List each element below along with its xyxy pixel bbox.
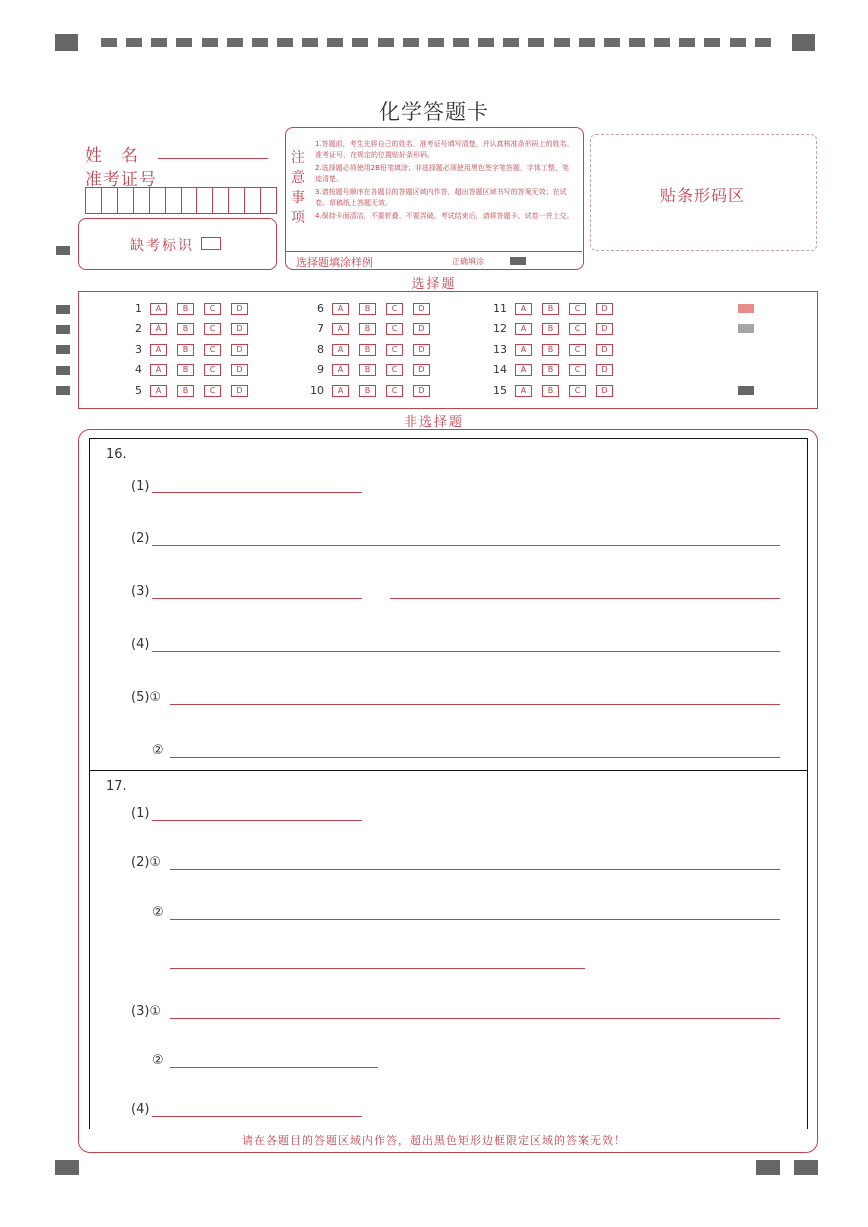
mc-option-bubble[interactable]: A — [515, 323, 532, 335]
mc-question-row — [120, 322, 258, 335]
mc-option-bubble[interactable]: D — [596, 323, 613, 335]
q17-part-3b-line[interactable] — [170, 1067, 378, 1068]
mc-option-bubble[interactable]: C — [569, 364, 586, 376]
notice-item: 2.选择题必须使用2B铅笔填涂；非选择题必须使用黑色签字笔答题，字体工整、笔迹清楚。 — [315, 164, 569, 183]
mc-question-number: 1 — [135, 302, 142, 315]
mc-question-row — [302, 322, 440, 335]
q17-part-4-line[interactable] — [152, 1116, 362, 1117]
mc-option-bubble[interactable]: C — [569, 385, 586, 397]
corner-mark-bottom-left — [55, 1160, 79, 1175]
mc-question-row — [120, 363, 258, 376]
mc-option-bubble[interactable]: B — [359, 364, 376, 376]
name-field[interactable] — [158, 158, 268, 159]
mc-option-bubble[interactable]: A — [150, 303, 167, 315]
mc-question-number: 3 — [135, 343, 142, 356]
side-mark — [738, 386, 754, 395]
corner-mark-top-left — [55, 34, 78, 51]
mc-option-bubble[interactable]: B — [359, 385, 376, 397]
side-mark — [56, 345, 70, 354]
q17-part-1-label: (1) — [131, 806, 150, 821]
mc-option-bubble[interactable]: C — [204, 344, 221, 356]
mc-option-bubble[interactable]: C — [204, 303, 221, 315]
mc-section-title: 选择题 — [411, 277, 457, 292]
mc-option-bubble[interactable]: B — [359, 344, 376, 356]
free-section-title: 非选择题 — [403, 415, 464, 430]
mc-option-bubble[interactable]: B — [542, 303, 559, 315]
mc-question-row — [120, 384, 258, 397]
mc-question-row — [302, 363, 440, 376]
side-mark — [56, 305, 70, 314]
mc-option-bubble[interactable]: D — [596, 385, 613, 397]
mc-question-row — [485, 384, 623, 397]
mc-question-row — [120, 302, 258, 315]
mc-option-bubble[interactable]: C — [386, 364, 403, 376]
mc-question-number: 10 — [310, 384, 324, 397]
mc-option-bubble[interactable]: B — [542, 385, 559, 397]
mc-option-bubble[interactable]: B — [177, 323, 194, 335]
notice-divider — [285, 251, 582, 252]
mc-question-number: 6 — [317, 302, 324, 315]
mc-option-bubble[interactable]: A — [150, 364, 167, 376]
mc-option-bubble[interactable]: B — [542, 344, 559, 356]
mc-option-bubble[interactable]: A — [515, 364, 532, 376]
mc-option-bubble[interactable]: C — [386, 385, 403, 397]
mc-question-number: 8 — [317, 343, 324, 356]
mc-question-row — [485, 322, 623, 335]
mc-option-bubble[interactable]: D — [413, 344, 430, 356]
side-mark — [56, 366, 70, 375]
mc-question-number: 13 — [493, 343, 507, 356]
mc-option-bubble[interactable]: B — [542, 323, 559, 335]
mc-question-number: 9 — [317, 363, 324, 376]
absent-checkbox[interactable] — [201, 237, 221, 250]
mc-option-bubble[interactable]: D — [413, 385, 430, 397]
corner-mark-top-right — [792, 34, 815, 51]
mc-option-bubble[interactable]: C — [569, 344, 586, 356]
mc-option-bubble[interactable]: D — [231, 364, 248, 376]
mc-question-number: 5 — [135, 384, 142, 397]
mc-option-bubble[interactable]: A — [150, 323, 167, 335]
mc-option-bubble[interactable]: C — [569, 303, 586, 315]
q17-part-1-line[interactable] — [152, 820, 362, 821]
q17-part-3a-line[interactable] — [170, 1018, 780, 1019]
mc-option-bubble[interactable]: D — [596, 303, 613, 315]
mc-option-bubble[interactable]: A — [150, 385, 167, 397]
q16-part-3-line-b[interactable] — [390, 598, 780, 599]
gray-mark — [738, 324, 754, 333]
mc-question-row — [302, 343, 440, 356]
notice-list — [315, 139, 575, 224]
mc-option-bubble[interactable]: B — [177, 364, 194, 376]
q16-part-3-line-a[interactable] — [152, 598, 362, 599]
mc-question-number: 7 — [317, 322, 324, 335]
fill-sample-label: 选择题填涂样例 — [296, 256, 373, 269]
q16-part-2-label: (2) — [131, 531, 150, 546]
mc-question-row — [485, 343, 623, 356]
absent-label: 缺考标识 — [130, 238, 194, 254]
corner-mark-bottom-right-2 — [794, 1160, 818, 1175]
mc-option-bubble[interactable]: A — [332, 323, 349, 335]
page-title: 化学答题卡 — [379, 100, 489, 124]
notice-title: 注意事项 — [291, 150, 305, 226]
mc-option-bubble[interactable]: D — [231, 323, 248, 335]
question-16-number: 16. — [106, 447, 127, 462]
mc-option-bubble[interactable]: A — [332, 364, 349, 376]
correct-fill-label: 正确填涂 — [452, 257, 484, 266]
mc-question-row — [485, 363, 623, 376]
notice-item: 4.保持卡面清洁，不要折叠、不要弄破。考试结束后，请将答题卡、试卷一并上交。 — [315, 212, 574, 220]
mc-option-bubble[interactable]: D — [231, 385, 248, 397]
footer-note: 请在各题目的答题区域内作答，超出黑色矩形边框限定区域的答案无效！ — [242, 1134, 626, 1147]
pink-mark — [738, 304, 754, 313]
exam-id-label: 准考证号 — [85, 170, 157, 190]
mc-option-bubble[interactable]: D — [413, 323, 430, 335]
mc-question-number: 11 — [493, 302, 507, 315]
mc-question-row — [302, 384, 440, 397]
q17-part-2a-label: (2)① — [131, 855, 162, 870]
question-divider — [89, 770, 807, 771]
q16-part-5a-label: (5)① — [131, 690, 162, 705]
q17-part-4-label: (4) — [131, 1102, 150, 1117]
name-label: 姓 名 — [85, 146, 139, 166]
q16-part-4-line[interactable] — [152, 651, 780, 652]
q16-part-5b-line[interactable] — [170, 757, 780, 758]
mc-option-bubble[interactable]: D — [413, 303, 430, 315]
mc-option-bubble[interactable]: A — [150, 344, 167, 356]
mc-option-bubble[interactable]: C — [204, 385, 221, 397]
exam-id-grid[interactable] — [85, 187, 277, 214]
q17-part-3b-label: ② — [152, 1053, 164, 1068]
mc-option-bubble[interactable]: C — [569, 323, 586, 335]
q16-part-3-label: (3) — [131, 584, 150, 599]
mc-question-number: 12 — [493, 322, 507, 335]
mc-question-number: 2 — [135, 322, 142, 335]
q16-part-4-label: (4) — [131, 637, 150, 652]
mc-option-bubble[interactable]: A — [332, 344, 349, 356]
corner-mark-bottom-right-1 — [756, 1160, 780, 1175]
mc-option-bubble[interactable]: B — [177, 303, 194, 315]
mc-option-bubble[interactable]: A — [515, 344, 532, 356]
mc-option-bubble[interactable]: B — [177, 385, 194, 397]
q16-part-1-line[interactable] — [152, 492, 362, 493]
mc-option-bubble[interactable]: D — [596, 364, 613, 376]
q17-part-2b-line-2[interactable] — [170, 968, 585, 969]
notice-item: 3.请按题号顺序在各题目的答题区域内作答，超出答题区域书写的答案无效；在试卷、草稿纸上答题无效。 — [315, 188, 567, 207]
mc-option-bubble[interactable]: A — [515, 385, 532, 397]
barcode-label: 贴条形码区 — [659, 186, 745, 205]
mc-option-bubble[interactable]: B — [542, 364, 559, 376]
mc-option-bubble[interactable]: C — [204, 323, 221, 335]
mc-option-bubble[interactable]: D — [231, 344, 248, 356]
mc-option-bubble[interactable]: B — [177, 344, 194, 356]
q16-part-1-label: (1) — [131, 479, 150, 494]
mc-question-number: 14 — [493, 363, 507, 376]
mc-option-bubble[interactable]: C — [204, 364, 221, 376]
q17-part-3a-label: (3)① — [131, 1004, 162, 1019]
mc-option-bubble[interactable]: A — [332, 385, 349, 397]
q17-part-2a-line[interactable] — [170, 869, 780, 870]
mc-option-bubble[interactable]: D — [231, 303, 248, 315]
q16-part-2-line[interactable] — [152, 545, 780, 546]
mc-option-bubble[interactable]: C — [386, 323, 403, 335]
answer-area — [89, 438, 808, 1129]
side-mark — [56, 386, 70, 395]
mc-question-row — [302, 302, 440, 315]
mc-option-bubble[interactable]: D — [413, 364, 430, 376]
side-mark — [56, 325, 70, 334]
mc-option-bubble[interactable]: D — [596, 344, 613, 356]
mc-option-bubble[interactable]: B — [359, 323, 376, 335]
mc-option-bubble[interactable]: A — [515, 303, 532, 315]
mc-option-bubble[interactable]: C — [386, 344, 403, 356]
mc-question-row — [485, 302, 623, 315]
mc-option-bubble[interactable]: B — [359, 303, 376, 315]
q17-part-2b-line[interactable] — [170, 919, 780, 920]
mc-option-bubble[interactable]: C — [386, 303, 403, 315]
q17-part-2b-label: ② — [152, 905, 164, 920]
notice-item: 1.答题前，考生先将自己的姓名、准考证号填写清楚，并认真核准条形码上的姓名、准考证号，在规定的位置贴好条形码。 — [315, 140, 574, 159]
correct-fill-sample — [510, 257, 526, 265]
q16-part-5b-label: ② — [152, 743, 164, 758]
mc-question-number: 15 — [493, 384, 507, 397]
mc-question-number: 4 — [135, 363, 142, 376]
mc-option-bubble[interactable]: A — [332, 303, 349, 315]
q16-part-5a-line[interactable] — [170, 704, 780, 705]
timing-marks-top — [101, 38, 771, 48]
side-mark — [56, 246, 70, 255]
question-17-number: 17. — [106, 779, 127, 794]
mc-question-row — [120, 343, 258, 356]
